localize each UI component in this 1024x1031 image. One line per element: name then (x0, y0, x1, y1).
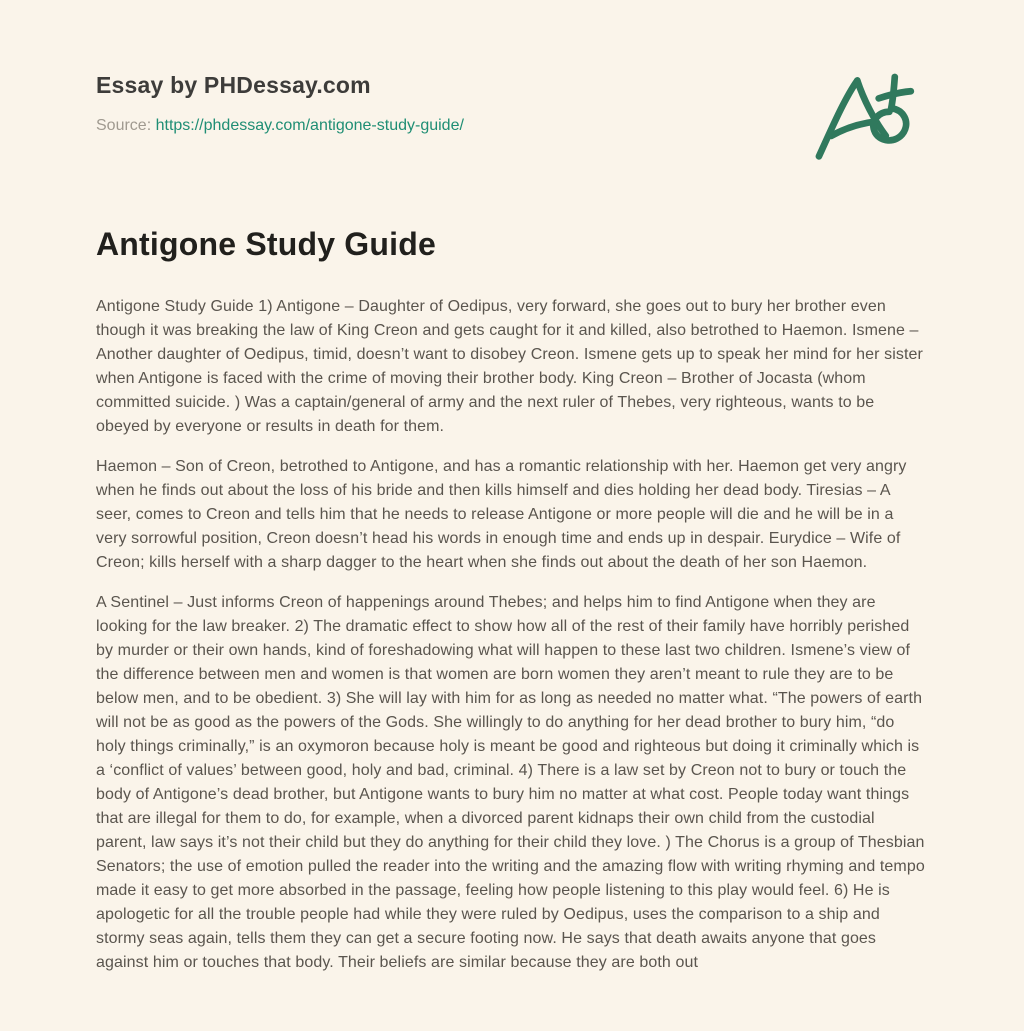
header-text-block (96, 72, 464, 135)
site-header-title: Essay by PHDessay.com (96, 72, 371, 98)
essay-paragraph-1: Antigone Study Guide 1) Antigone – Daughter of Oedipus, very forward, she goes out to bury her brother even though it was breaking the law of King Creon and gets caught for it and killed, also betrothed to Haemon. Ismene – Another daughter of Oedipus, timid, doesn’t want to disobey Creon. Ismene gets up to speak her mind for her sister when Antigone is faced with the crime of moving their brother body. King Creon – Brother of Jocasta (whom committed suicide. ) Was a captain/general of army and the next ruler of Thebes, very righteous, wants to be obeyed by everyone or results in death for them. (96, 298, 923, 435)
page-header (96, 72, 928, 168)
phdessay-a-plus-logo-icon (810, 68, 926, 168)
source-label: Source: (96, 117, 152, 134)
essay-paragraph-3: A Sentinel – Just informs Creon of happenings around Thebes; and helps him to find Antigone when they are looking for the law breaker. 2) The dramatic effect to show how all of the rest of their family have horribly perished by murder or their own hands, kind of foreshadowing what will happen to these last two children. Ismene’s view of the difference between men and women is that women are born women they aren’t meant to rule they are to be below men, and to be obedient. 3) She will lay with him for as long as needed no matter what. “The powers of earth will not be as good as the powers of the Gods. She willingly to do anything for her dead brother to bury him, “do holy things criminally,” is an oxymoron because holy is meant be good and righteous but doing it criminally which is a ‘conflict of values’ between good, holy and bad, criminal. 4) There is a law set by Creon not to bury or touch the body of Antigone’s dead brother, but Antigone wants to bury him no matter at what cost. People today want things that are illegal for them to do, for example, when a divorced parent kidnaps their own child from the custodial parent, law says it’s not their child but they do anything for their child they love. ) The Chorus is a group of Thesbian Senators; the use of emotion pulled the reader into the writing and the amazing flow with writing rhyming and tempo made it easy to get more absorbed in the passage, feeling how people listening to this play would feel. 6) He is apologetic for all the trouble people had while they were ruled by Oedipus, uses the comparison to a ship and stormy seas again, tells them they can get a secure footing now. He says that death awaits anyone that goes against him or touches that body. Their beliefs are similar because they are both out (96, 594, 925, 971)
source-line (96, 117, 464, 135)
source-link[interactable]: https://phdessay.com/antigone-study-guide/ (155, 117, 464, 134)
essay-title: Antigone Study Guide (96, 226, 436, 262)
essay-paragraph-2: Haemon – Son of Creon, betrothed to Antigone, and has a romantic relationship with her. Haemon get very angry when he finds out about the loss of his bride and then kills himself and dies holding her dead body. Tiresias – A seer, comes to Creon and tells him that he needs to release Antigone or more people will die and he will be in a very sorrowful position, Creon doesn’t head his words in enough time and ends up in despair. Eurydice – Wife of Creon; kills herself with a sharp dagger to the heart when she finds out about the death of her son Haemon. (96, 458, 907, 571)
